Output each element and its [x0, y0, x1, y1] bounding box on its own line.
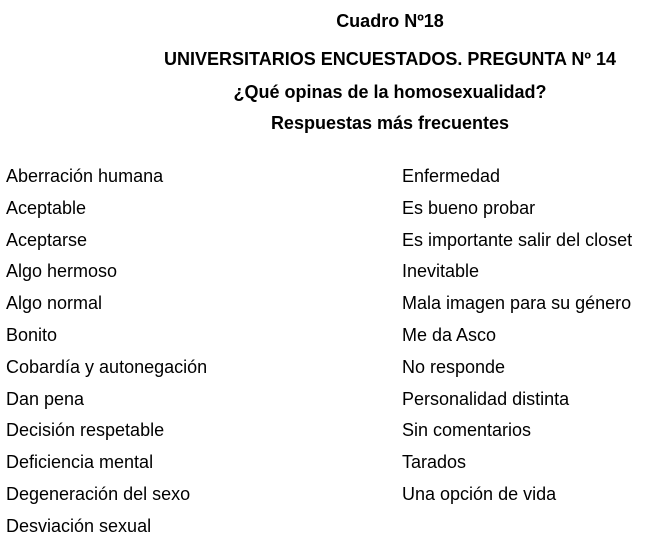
response-item: Aceptarse	[6, 229, 88, 250]
response-item: Inevitable	[402, 261, 480, 282]
response-item: Es bueno probar	[402, 197, 536, 218]
response-item: Aberración humana	[6, 166, 164, 186]
response-item: Cobardía y autonegación	[6, 356, 208, 377]
response-item: Tarados	[402, 452, 467, 473]
response-item: Sin comentarios	[402, 420, 532, 441]
response-item: Algo normal	[6, 293, 103, 314]
responses-caption: Respuestas más frecuentes	[270, 113, 510, 133]
response-item: Me da Asco	[402, 324, 497, 345]
response-item: Aceptable	[6, 197, 87, 218]
response-item: Bonito	[6, 324, 58, 345]
survey-question: ¿Qué opinas de la homosexualidad?	[233, 82, 547, 102]
response-item: Enfermedad	[402, 166, 501, 186]
table-title: Cuadro Nº18	[336, 11, 444, 31]
responses-left-column	[6, 165, 207, 547]
response-item: Degeneración del sexo	[6, 483, 191, 504]
response-item: Decisión respetable	[6, 420, 165, 441]
response-item: Deficiencia mental	[6, 452, 154, 473]
response-item: Una opción de vida	[402, 483, 557, 504]
responses-right-column	[402, 165, 632, 515]
response-item: Es importante salir del closet	[402, 229, 633, 250]
response-item: Desviación sexual	[6, 515, 152, 536]
response-item: No responde	[402, 356, 506, 377]
response-item: Personalidad distinta	[402, 388, 570, 409]
response-item: Algo hermoso	[6, 261, 118, 282]
response-item: Dan pena	[6, 388, 85, 409]
table-subtitle: UNIVERSITARIOS ENCUESTADOS. PREGUNTA Nº 14	[164, 49, 616, 69]
response-item: Mala imagen para su género	[402, 293, 632, 314]
